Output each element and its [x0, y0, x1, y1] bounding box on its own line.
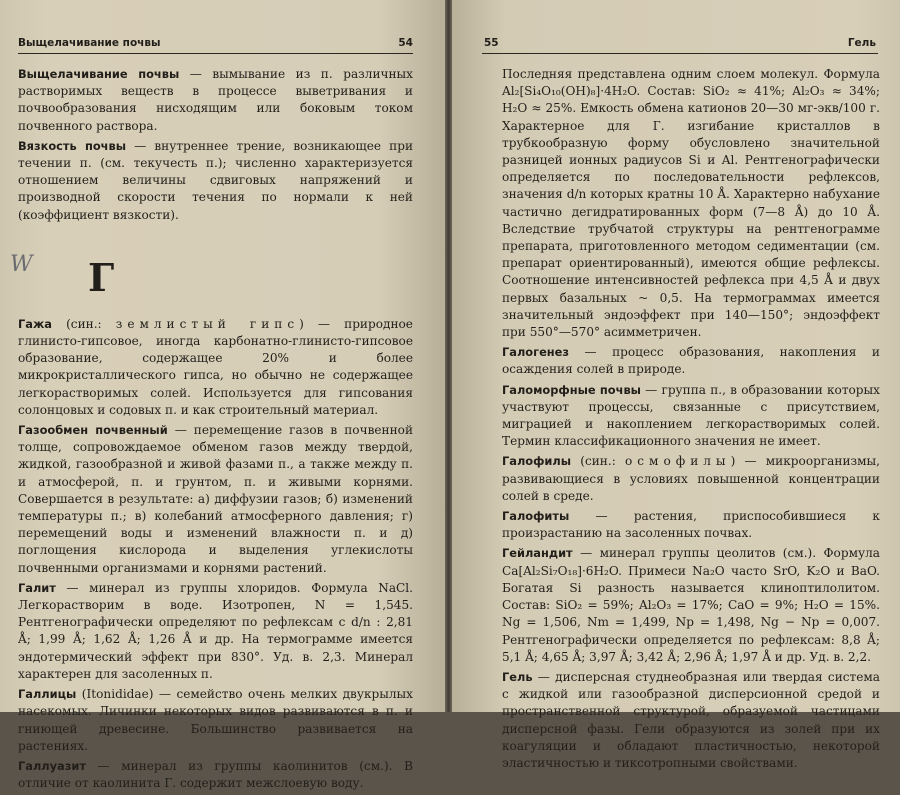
entry-term: Вязкость почвы — [18, 138, 127, 153]
entry-definition-part: (син.: — [51, 316, 116, 331]
entry-term: Галлуазит — [18, 758, 86, 773]
entry-definition: — растения, приспособившиеся к произрастанию на засоленных почвах. — [502, 509, 880, 541]
entry-term: Галит — [18, 580, 56, 595]
left-page — [0, 0, 445, 791]
entry-definition: — группа п., в образовании которых участвуют процессы, связанные с присутствием, миграцией и накоплением легкорастворимых солей. Термин классификационного значения не имеет. — [502, 382, 880, 449]
entry-term: Галлицы — [18, 687, 77, 702]
left-running-header — [18, 36, 413, 50]
left-header-title: Выщелачивание почвы — [18, 37, 161, 49]
dictionary-entry — [18, 316, 413, 419]
entry-term: Галофилы — [502, 454, 572, 469]
entry-definition: — минерал из группы каолинитов (см.). В отличие от каолинита Г. содержит межслоевую воду. — [18, 758, 413, 791]
book-gutter — [445, 0, 452, 712]
entry-term: Газообмен почвенный — [18, 423, 168, 438]
entry-synonym: осмофилы — [624, 454, 731, 469]
entry-term: Гейландит — [502, 546, 573, 561]
entry-definition: — минерал группы цеолитов (см.). Формула Ca[Al₂Si₇O₁₈]·6H₂O. Примеси Na₂O часто SrO, K₂O и BaO. Богатая Si разность называется клиноптилолитом. Состав: SiO₂ = 59%; Al₂O₃ = 17%; CaO = 9%; H₂O = 15%. Ng = 1,506, Nm = 1,499, Np = 1,498, Ng − Np = 0,007. Рентгенографически определяется по рефлексам: 8,8 Å; 5,1 Å; 4,65 Å; 3,97 Å; 3,42 Å; 2,96 Å; 1,97 Å и др. Уд. в. 2,2. — [502, 546, 880, 664]
dictionary-entry — [502, 382, 880, 451]
entry-definition: — процесс образования, накопления и осаждения солей в природе. — [502, 345, 880, 377]
dictionary-entry — [502, 669, 880, 772]
dictionary-entry — [18, 758, 413, 792]
right-page — [452, 0, 900, 770]
dictionary-entry — [502, 453, 880, 505]
entry-definition-part: (син.: — [571, 454, 625, 469]
right-page-number: 55 — [484, 37, 499, 49]
entry-synonym: землистый гипс — [115, 316, 300, 331]
entry-definition: — дисперсная студнеобразная или твердая система с жидкой или газообразной дисперсионной средой и пространственной структурой, образуемой частицами дисперсной фазы. Гели образуются из золей при их коагуляции и обладают пластичностью, некоторой эластичностью и тиксотропными свойствами. — [502, 669, 880, 770]
right-header-title: Гель — [847, 37, 876, 49]
dictionary-entry — [18, 66, 413, 135]
entry-term: Галоморфные почвы — [502, 382, 641, 397]
entry-term: Выщелачивание почвы — [18, 67, 180, 81]
dictionary-entry — [18, 580, 413, 683]
left-page-number: 54 — [398, 37, 413, 49]
entry-term: Гажа — [18, 316, 52, 331]
entry-definition-part: ) — природное глинисто-гипсовое, иногда карбонатно-глинисто-гипсовое образование, содержащее 20% и более микрокристаллического гипса, но обычно не содержащее легкорастворимых солей. Используется для гипсования солонцовых и содовых п. и как строительный материал. — [18, 316, 413, 417]
right-text-column — [502, 66, 880, 775]
section-letter: Г — [88, 254, 115, 300]
entry-term: Гель — [502, 669, 533, 684]
entry-definition-part: ) — микроорганизмы, развивающиеся в условиях повышенной концентрации солей в среде. — [502, 454, 880, 503]
entry-definition: — вымывание из п. различных растворимых веществ в процессе выветривания и почвообразования нисходящим или боковым током почвенного раствора. — [18, 67, 414, 133]
left-header-rule — [18, 53, 413, 54]
dictionary-entry — [502, 508, 880, 542]
margin-annotation: W — [10, 252, 33, 277]
entry-definition: — внутреннее трение, возникающее при течении п. (см. текучесть п.); численно характеризуется отношением величины сдвиговых напряжений и производной скорости течения по нормали к ней (коэффициент вязкости). — [18, 138, 414, 222]
entry-definition: — минерал из группы хлоридов. Формула NaCl. Легкорастворим в воде. Изотропен, N = 1,545. Рентгенографически определяют по рефлексам с d/n : 2,81 Å; 1,99 Å; 1,62 Å; 1,26 Å и др. На термограмме имеется эндотермический эффект при 830°. Уд. в. 2,3. Минерал характерен для засоленных п. — [18, 580, 413, 681]
right-header-rule — [482, 53, 878, 54]
entry-definition: (Itonididae) — семейство очень мелких двукрылых насекомых. Личинки некоторых видов развиваются в п. и гниющей древесине. Большинство развивается на растениях. — [18, 687, 413, 753]
right-running-header — [484, 36, 876, 50]
left-text-column — [18, 66, 413, 795]
entry-term: Галогенез — [502, 345, 570, 360]
dictionary-entry — [18, 686, 413, 755]
dictionary-entry — [18, 138, 413, 224]
dictionary-entry — [502, 545, 880, 665]
dictionary-entry — [18, 422, 413, 577]
continued-entry-text: Последняя представлена одним слоем молекул. Формула Al₂[Si₄O₁₀(OH)₈]·4H₂O. Состав: SiO₂ ≈ 41%; Al₂O₃ ≈ 34%; H₂O ≈ 25%. Емкость обмена катионов 20—30 мг-экв/100 г. Характерное для Г. изгибание кристаллов в трубкообразную форму обусловлено значительной разницей ионных радиусов Si и Al. Рентгенографически определяется по последовательности рефлексов, значения d/n которых кратны 10 Å. Характерно набухание частично дегидратированных форм (7—8 Å) до 10 Å. Вследствие трубчатой структуры на рентгенограмме препарата, приготовленного методом седиментации (см. препарат ориентированный), имеются общие рефлексы. Соотношение интенсивностей рефлекса при 4,5 Å и двух первых базальных ~ 0,5. На термограммах имеется значительный эндоэффект при 140—150°; эндоэффект при 550°—570° асимметричен. — [502, 67, 880, 340]
entry-term: Галофиты — [502, 509, 570, 524]
dictionary-entry — [502, 344, 880, 378]
entry-definition: — перемещение газов в почвенной толще, сопровождаемое обменом газов между твердой, жидкой, газообразной и живой фазами п., а также между п. и атмосферой, п. и грунтом, п. и живыми корнями. Совершается в результате: а) диффузии газов; б) изменений температуры п.; в) колебаний атмосферного давления; г) перемещений воды и изменений влажности п. и д) поглощения кислорода и выделения углекислоты почвенными организмами и корнями растений. — [18, 423, 414, 575]
